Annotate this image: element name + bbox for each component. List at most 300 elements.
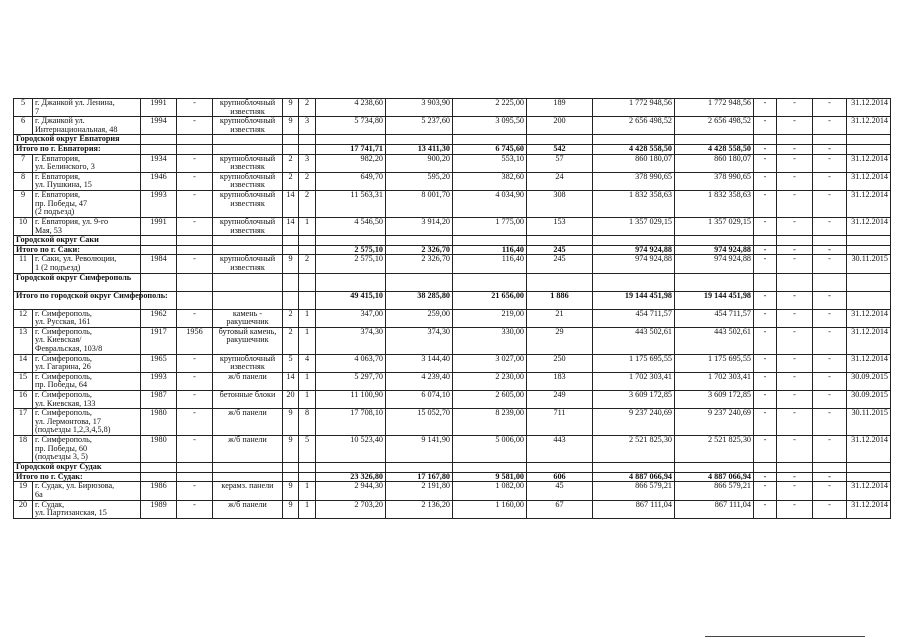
cell-residential-area: 219,00 <box>453 309 527 327</box>
cell-deadline: 31.12.2014 <box>847 217 891 235</box>
cell-address: г. Джанкой ул. Ленина, 7 <box>33 99 141 117</box>
subtotal-dash3: - <box>813 144 847 154</box>
subtotal-residential-area: 116,40 <box>453 245 527 255</box>
cell-deadline: 31.12.2014 <box>847 500 891 518</box>
cell-address: г. Симферополь, ул. Гагарина, 26 <box>33 354 141 372</box>
subtotal-total-cost: 19 144 451,98 <box>593 291 675 309</box>
cell-living-area: 2 191,80 <box>386 482 453 500</box>
cell-address: г. Симферополь, пр. Победы, 64 <box>33 372 141 390</box>
cell-entrances: 1 <box>299 217 316 235</box>
cell-living-area: 6 074,10 <box>386 391 453 409</box>
cell-total-area: 17 708,10 <box>316 409 386 436</box>
cell-dash1: - <box>754 172 777 190</box>
cell-total-cost: 443 502,61 <box>593 327 675 354</box>
cell-residential-area: 330,00 <box>453 327 527 354</box>
cell-regional-budget: 443 502,61 <box>675 327 754 354</box>
cell-dash2: - <box>777 154 813 172</box>
empty-cell <box>847 236 891 246</box>
empty-cell <box>177 273 213 291</box>
empty-cell <box>847 273 891 291</box>
cell-dash1: - <box>754 482 777 500</box>
cell-floors: 9 <box>283 500 299 518</box>
cell-dash3: - <box>813 436 847 463</box>
cell-total-area: 374,30 <box>316 327 386 354</box>
cell-num: 16 <box>14 391 33 409</box>
cell-entrances: 4 <box>299 354 316 372</box>
cell-total-area: 2 703,20 <box>316 500 386 518</box>
cell-residents: 249 <box>527 391 593 409</box>
cell-living-area: 2 326,70 <box>386 255 453 273</box>
cell-residents: 308 <box>527 190 593 217</box>
subtotal-residents: 245 <box>527 245 593 255</box>
subtotal-residents: 542 <box>527 144 593 154</box>
cell-dash1: - <box>754 391 777 409</box>
cell-residents: 183 <box>527 372 593 390</box>
cell-floors: 14 <box>283 372 299 390</box>
table-row <box>14 436 891 463</box>
cell-dash1: - <box>754 117 777 135</box>
cell-living-area: 900,20 <box>386 154 453 172</box>
cell-num: 18 <box>14 436 33 463</box>
empty-cell <box>386 236 453 246</box>
cell-residential-area: 1 160,00 <box>453 500 527 518</box>
empty-cell <box>177 135 213 145</box>
table-row <box>14 172 891 190</box>
empty-cell <box>283 236 299 246</box>
cell-total-cost: 974 924,88 <box>593 255 675 273</box>
cell-regional-budget: 378 990,65 <box>675 172 754 190</box>
subtotal-dash1: - <box>754 291 777 309</box>
empty-cell <box>527 463 593 473</box>
cell-total-area: 11 100,90 <box>316 391 386 409</box>
cell-address: г. Саки, ул. Революции, 1 (2 подъезд) <box>33 255 141 273</box>
cell-wall-material: бутовый камень, ракушечник <box>213 327 283 354</box>
subtotal-residential-area: 21 656,00 <box>453 291 527 309</box>
subtotal-residents: 606 <box>527 472 593 482</box>
subtotal-residential-area: 9 581,00 <box>453 472 527 482</box>
cell-year-built: 1980 <box>141 436 177 463</box>
cell-num: 6 <box>14 117 33 135</box>
cell-wall-material: бетонные блоки <box>213 391 283 409</box>
cell-total-cost: 3 609 172,85 <box>593 391 675 409</box>
cell-year-reconstructed: - <box>177 99 213 117</box>
cell-total-area: 5 297,70 <box>316 372 386 390</box>
table-row <box>14 255 891 273</box>
group-label: Городской округ Саки <box>14 236 141 246</box>
cell-address: г. Джанкой ул. Интернациональная, 48 <box>33 117 141 135</box>
cell-dash3: - <box>813 99 847 117</box>
cell-entrances: 1 <box>299 327 316 354</box>
cell-dash1: - <box>754 372 777 390</box>
cell-living-area: 5 237,60 <box>386 117 453 135</box>
subtotal-row <box>14 472 891 482</box>
cell-total-area: 11 563,31 <box>316 190 386 217</box>
cell-dash1: - <box>754 409 777 436</box>
cell-dash3: - <box>813 391 847 409</box>
cell-dash3: - <box>813 309 847 327</box>
cell-regional-budget: 1 702 303,41 <box>675 372 754 390</box>
cell-address: г. Судак, ул. Бирюзова, 6а <box>33 482 141 500</box>
cell-regional-budget: 974 924,88 <box>675 255 754 273</box>
empty-cell <box>453 463 527 473</box>
cell-residents: 45 <box>527 482 593 500</box>
empty-cell <box>283 273 299 291</box>
cell-wall-material: крупноблочный известняк <box>213 217 283 235</box>
subtotal-dash1: - <box>754 472 777 482</box>
cell-dash3: - <box>813 172 847 190</box>
empty-cell <box>141 135 177 145</box>
subtotal-dash3: - <box>813 245 847 255</box>
cell-entrances: 1 <box>299 372 316 390</box>
cell-floors: 2 <box>283 154 299 172</box>
subtotal-living-area: 38 285,80 <box>386 291 453 309</box>
cell-floors: 14 <box>283 217 299 235</box>
cell-address: г. Евпатория, пр. Победы, 47 (2 подъезд) <box>33 190 141 217</box>
cell-year-built: 1991 <box>141 99 177 117</box>
table-row <box>14 117 891 135</box>
cell-dash1: - <box>754 500 777 518</box>
cell-dash2: - <box>777 354 813 372</box>
group-header-row <box>14 236 891 246</box>
cell-address: г. Симферополь, пр. Победы, 60 (подъезды 3, 5) <box>33 436 141 463</box>
cell-total-cost: 454 711,57 <box>593 309 675 327</box>
cell-dash1: - <box>754 154 777 172</box>
empty-cell <box>316 463 386 473</box>
cell-num: 11 <box>14 255 33 273</box>
cell-year-built: 1991 <box>141 217 177 235</box>
cell-year-reconstructed: - <box>177 409 213 436</box>
cell-dash3: - <box>813 500 847 518</box>
subtotal-total-area: 49 415,10 <box>316 291 386 309</box>
cell-year-reconstructed: - <box>177 217 213 235</box>
empty-cell <box>777 236 813 246</box>
cell-entrances: 2 <box>299 172 316 190</box>
cell-total-area: 4 063,70 <box>316 354 386 372</box>
cell-entrances: 3 <box>299 117 316 135</box>
cell-year-built: 1980 <box>141 409 177 436</box>
cell-floors: 9 <box>283 482 299 500</box>
cell-num: 13 <box>14 327 33 354</box>
cell-wall-material: крупноблочный известняк <box>213 99 283 117</box>
cell-total-cost: 2 521 825,30 <box>593 436 675 463</box>
cell-dash1: - <box>754 255 777 273</box>
cell-dash1: - <box>754 217 777 235</box>
cell-address: г. Симферополь, ул. Русская, 161 <box>33 309 141 327</box>
cell-year-reconstructed: - <box>177 354 213 372</box>
cell-address: г. Евпатория, ул. Белинского, 3 <box>33 154 141 172</box>
empty-cell <box>141 463 177 473</box>
cell-total-cost: 860 180,07 <box>593 154 675 172</box>
empty-cell <box>754 463 777 473</box>
subtotal-total-cost: 4 887 066,94 <box>593 472 675 482</box>
table-row <box>14 190 891 217</box>
subtotal-total-area: 17 741,71 <box>316 144 386 154</box>
cell-num: 14 <box>14 354 33 372</box>
cell-total-cost: 2 656 498,52 <box>593 117 675 135</box>
cell-regional-budget: 454 711,57 <box>675 309 754 327</box>
cell-entrances: 5 <box>299 436 316 463</box>
cell-living-area: 15 052,70 <box>386 409 453 436</box>
cell-total-area: 10 523,40 <box>316 436 386 463</box>
cell-year-built: 1946 <box>141 172 177 190</box>
cell-residential-area: 553,10 <box>453 154 527 172</box>
empty-cell <box>177 144 213 154</box>
group-header-row <box>14 463 891 473</box>
empty-cell <box>213 463 283 473</box>
subtotal-dash2: - <box>777 245 813 255</box>
subtotal-dash1: - <box>754 144 777 154</box>
cell-living-area: 259,00 <box>386 309 453 327</box>
cell-year-reconstructed: - <box>177 309 213 327</box>
cell-address: г. Симферополь, ул. Лермонтова, 17 (подъезды 1,2,3,4,5,8) <box>33 409 141 436</box>
cell-residential-area: 3 095,50 <box>453 117 527 135</box>
empty-cell <box>675 463 754 473</box>
empty-cell <box>283 135 299 145</box>
cell-dash2: - <box>777 99 813 117</box>
subtotal-regional-budget: 4 428 558,50 <box>675 144 754 154</box>
cell-wall-material: камень - ракушечник <box>213 309 283 327</box>
cell-entrances: 8 <box>299 409 316 436</box>
subtotal-row <box>14 291 891 309</box>
cell-regional-budget: 860 180,07 <box>675 154 754 172</box>
cell-year-reconstructed: - <box>177 172 213 190</box>
group-header-row <box>14 273 891 291</box>
cell-entrances: 1 <box>299 500 316 518</box>
cell-deadline: 31.12.2014 <box>847 482 891 500</box>
cell-dash2: - <box>777 372 813 390</box>
subtotal-total-cost: 4 428 558,50 <box>593 144 675 154</box>
cell-year-built: 1994 <box>141 117 177 135</box>
cell-num: 9 <box>14 190 33 217</box>
cell-dash2: - <box>777 436 813 463</box>
empty-cell <box>593 273 675 291</box>
cell-dash1: - <box>754 354 777 372</box>
cell-living-area: 2 136,20 <box>386 500 453 518</box>
cell-year-reconstructed: - <box>177 391 213 409</box>
empty-cell <box>527 273 593 291</box>
empty-cell <box>453 273 527 291</box>
cell-address: г. Евпатория, ул. 9-го Мая, 53 <box>33 217 141 235</box>
empty-cell <box>299 291 316 309</box>
cell-dash1: - <box>754 190 777 217</box>
cell-total-area: 347,00 <box>316 309 386 327</box>
cell-floors: 5 <box>283 354 299 372</box>
cell-deadline: 31.12.2014 <box>847 327 891 354</box>
cell-year-reconstructed: - <box>177 372 213 390</box>
cell-dash3: - <box>813 190 847 217</box>
empty-cell <box>316 236 386 246</box>
cell-total-cost: 1 175 695,55 <box>593 354 675 372</box>
cell-year-reconstructed: - <box>177 500 213 518</box>
empty-cell <box>213 273 283 291</box>
cell-residents: 21 <box>527 309 593 327</box>
empty-cell <box>593 463 675 473</box>
cell-dash1: - <box>754 309 777 327</box>
cell-year-built: 1934 <box>141 154 177 172</box>
cell-dash1: - <box>754 436 777 463</box>
signature-line <box>705 636 865 637</box>
cell-wall-material: ж/б панели <box>213 409 283 436</box>
table-row <box>14 409 891 436</box>
empty-cell <box>299 273 316 291</box>
cell-regional-budget: 9 237 240,69 <box>675 409 754 436</box>
cell-num: 12 <box>14 309 33 327</box>
cell-wall-material: ж/б панели <box>213 372 283 390</box>
empty-cell <box>777 463 813 473</box>
cell-floors: 9 <box>283 117 299 135</box>
empty-cell <box>453 236 527 246</box>
cell-residents: 153 <box>527 217 593 235</box>
cell-total-area: 4 546,50 <box>316 217 386 235</box>
cell-wall-material: крупноблочный известняк <box>213 190 283 217</box>
subtotal-dash2: - <box>777 144 813 154</box>
cell-residents: 200 <box>527 117 593 135</box>
empty-cell <box>777 273 813 291</box>
cell-dash3: - <box>813 117 847 135</box>
cell-living-area: 9 141,90 <box>386 436 453 463</box>
empty-cell <box>141 236 177 246</box>
empty-cell <box>213 236 283 246</box>
cell-address: г. Судак, ул. Партизанская, 15 <box>33 500 141 518</box>
cell-total-cost: 378 990,65 <box>593 172 675 190</box>
cell-num: 7 <box>14 154 33 172</box>
cell-regional-budget: 2 656 498,52 <box>675 117 754 135</box>
cell-total-cost: 1 772 948,56 <box>593 99 675 117</box>
subtotal-regional-budget: 4 887 066,94 <box>675 472 754 482</box>
cell-entrances: 3 <box>299 154 316 172</box>
cell-residential-area: 1 775,00 <box>453 217 527 235</box>
cell-year-reconstructed: 1956 <box>177 327 213 354</box>
subtotal-deadline <box>847 144 891 154</box>
cell-deadline: 31.12.2014 <box>847 154 891 172</box>
subtotal-residential-area: 6 745,60 <box>453 144 527 154</box>
cell-year-built: 1965 <box>141 354 177 372</box>
cell-residents: 189 <box>527 99 593 117</box>
cell-residential-area: 4 034,90 <box>453 190 527 217</box>
table-row <box>14 482 891 500</box>
cell-residential-area: 2 225,00 <box>453 99 527 117</box>
cell-living-area: 8 001,70 <box>386 190 453 217</box>
cell-deadline: 31.12.2014 <box>847 436 891 463</box>
empty-cell <box>316 273 386 291</box>
cell-year-reconstructed: - <box>177 436 213 463</box>
cell-deadline: 30.09.2015 <box>847 391 891 409</box>
cell-wall-material: крупноблочный известняк <box>213 354 283 372</box>
table-row <box>14 500 891 518</box>
empty-cell <box>813 273 847 291</box>
empty-cell <box>283 144 299 154</box>
subtotal-dash1: - <box>754 245 777 255</box>
empty-cell <box>213 144 283 154</box>
cell-deadline: 31.12.2014 <box>847 117 891 135</box>
subtotal-dash3: - <box>813 291 847 309</box>
cell-living-area: 4 239,40 <box>386 372 453 390</box>
cell-deadline: 30.09.2015 <box>847 372 891 390</box>
empty-cell <box>813 236 847 246</box>
cell-floors: 14 <box>283 190 299 217</box>
cell-deadline: 31.12.2014 <box>847 190 891 217</box>
empty-cell <box>213 291 283 309</box>
empty-cell <box>177 236 213 246</box>
cell-living-area: 3 914,20 <box>386 217 453 235</box>
table-row <box>14 154 891 172</box>
cell-wall-material: ж/б панели <box>213 500 283 518</box>
cell-wall-material: керамз. панели <box>213 482 283 500</box>
cell-residents: 443 <box>527 436 593 463</box>
empty-cell <box>386 463 453 473</box>
cell-wall-material: крупноблочный известняк <box>213 255 283 273</box>
empty-cell <box>283 291 299 309</box>
cell-deadline: 30.11.2015 <box>847 255 891 273</box>
cell-year-built: 1987 <box>141 391 177 409</box>
cell-dash2: - <box>777 255 813 273</box>
cell-entrances: 2 <box>299 255 316 273</box>
cell-regional-budget: 2 521 825,30 <box>675 436 754 463</box>
empty-cell <box>847 135 891 145</box>
cell-num: 8 <box>14 172 33 190</box>
cell-dash2: - <box>777 500 813 518</box>
empty-cell <box>177 291 213 309</box>
empty-cell <box>299 144 316 154</box>
repair-schedule-sheet <box>13 98 890 519</box>
cell-dash3: - <box>813 217 847 235</box>
cell-residents: 24 <box>527 172 593 190</box>
empty-cell <box>847 463 891 473</box>
cell-address: г. Евпатория, ул. Пушкина, 15 <box>33 172 141 190</box>
subtotal-row <box>14 245 891 255</box>
cell-living-area: 3 144,40 <box>386 354 453 372</box>
cell-deadline: 30.11.2015 <box>847 409 891 436</box>
cell-floors: 2 <box>283 172 299 190</box>
cell-living-area: 374,30 <box>386 327 453 354</box>
cell-dash2: - <box>777 190 813 217</box>
cell-dash2: - <box>777 327 813 354</box>
cell-floors: 9 <box>283 99 299 117</box>
cell-year-built: 1986 <box>141 482 177 500</box>
cell-residential-area: 1 082,00 <box>453 482 527 500</box>
group-header-row <box>14 135 891 145</box>
cell-dash1: - <box>754 327 777 354</box>
cell-entrances: 1 <box>299 482 316 500</box>
cell-residents: 711 <box>527 409 593 436</box>
cell-residents: 57 <box>527 154 593 172</box>
empty-cell <box>141 144 177 154</box>
cell-living-area: 3 903,90 <box>386 99 453 117</box>
cell-dash2: - <box>777 217 813 235</box>
cell-floors: 9 <box>283 255 299 273</box>
cell-residential-area: 382,60 <box>453 172 527 190</box>
cell-dash3: - <box>813 327 847 354</box>
cell-year-reconstructed: - <box>177 255 213 273</box>
cell-wall-material: крупноблочный известняк <box>213 117 283 135</box>
subtotal-total-area: 23 326,80 <box>316 472 386 482</box>
cell-regional-budget: 866 579,21 <box>675 482 754 500</box>
cell-residents: 245 <box>527 255 593 273</box>
cell-num: 17 <box>14 409 33 436</box>
cell-year-built: 1917 <box>141 327 177 354</box>
cell-address: г. Симферополь, ул. Киевская, 133 <box>33 391 141 409</box>
cell-year-reconstructed: - <box>177 190 213 217</box>
cell-dash3: - <box>813 354 847 372</box>
cell-wall-material: крупноблочный известняк <box>213 154 283 172</box>
cell-total-area: 2 944,30 <box>316 482 386 500</box>
cell-dash3: - <box>813 372 847 390</box>
table-row <box>14 327 891 354</box>
cell-regional-budget: 1 175 695,55 <box>675 354 754 372</box>
cell-dash3: - <box>813 482 847 500</box>
cell-num: 15 <box>14 372 33 390</box>
subtotal-label: Итого по г. Саки: <box>14 245 141 255</box>
